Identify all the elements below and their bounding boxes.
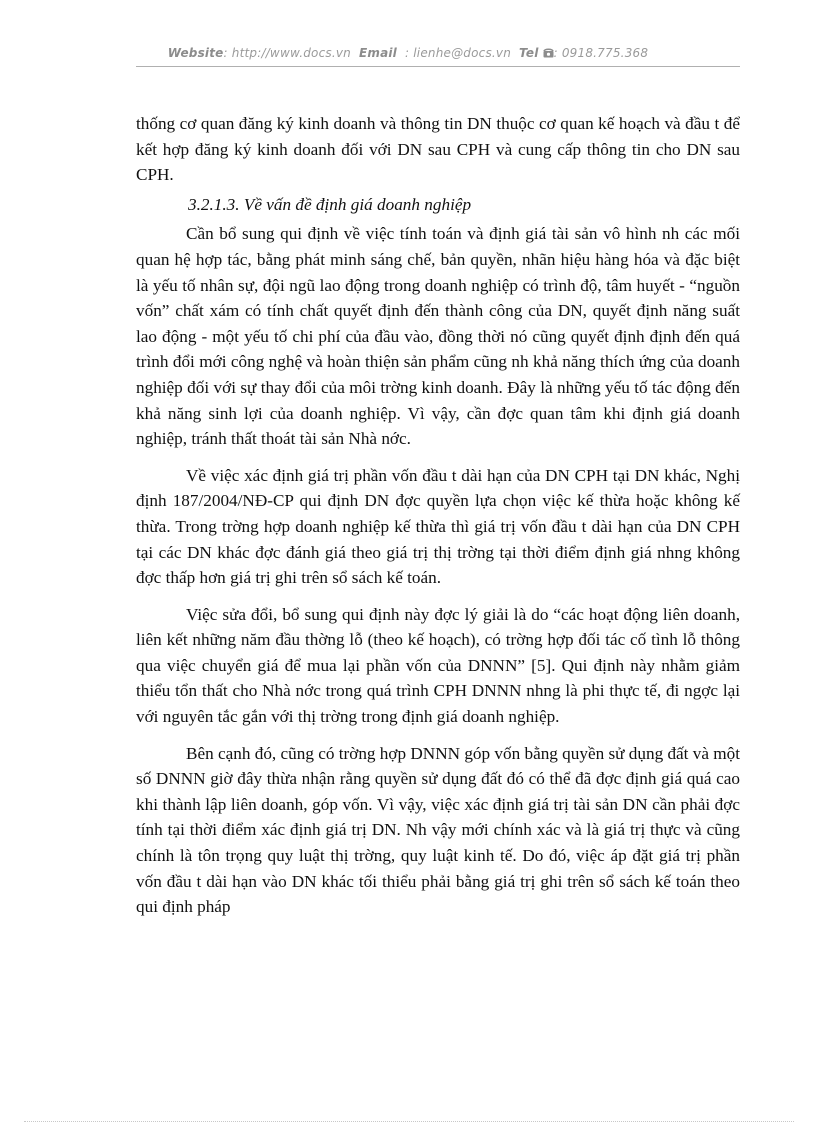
website-label: Website (167, 46, 224, 60)
intro-paragraph: thống cơ quan đăng ký kinh doanh và thông tin DN thuộc cơ quan kế hoạch và đầu t để kết hợp đăng ký kinh doanh đối với DN sau CPH và cung cấp thông tin cho DN sau CPH. (136, 114, 740, 185)
body-paragraph: Bên cạnh đó, cũng có trờng hợp DNNN góp vốn bằng quyền sử dụng đất và một số DNNN giờ đây thừa nhận rằng quyền sử dụng đất đó có thể đã đợc định giá quá cao khi thành lập liên doanh, góp vốn. Vì vậy, việc xác định giá trị tài sản DN cần phải đợc tính tại thời điểm xác định giá trị DN. Nh vậy mới chính xác và là giá trị thực và cũng chính là tôn trọng quy luật thị trờng, quy luật kinh tế. Do đó, việc áp đặt giá trị phần vốn đầu t dài hạn vào DN khác tối thiểu phải bằng giá trị ghi trên sổ sách kế toán theo qui định pháp (136, 743, 741, 917)
body-paragraph: Việc sửa đổi, bổ sung qui định này đợc lý giải là do “các hoạt động liên doanh, liên kết những năm đầu thờng lỗ (theo kế hoạch), có trờng hợp đối tác cố tình lỗ thông qua việc chuyển giá để mua lại phần vốn của DNNN” [5]. Qui định này nhằm giảm thiểu tổn thất cho Nhà nớc trong quá trình CPH DNNN nhng là phi thực tế, đi ngợc lại với nguyên tắc gắn với thị trờng trong định giá doanh nghiệp. (136, 604, 740, 727)
website-value: : http://www.docs.vn (223, 46, 351, 60)
document-body (136, 111, 740, 931)
page-header (0, 46, 816, 60)
header-divider (136, 66, 740, 67)
email-value: : lienhe@docs.vn (405, 46, 512, 60)
footer-divider (24, 1121, 794, 1122)
body-paragraph: Cần bổ sung qui định về việc tính toán và định giá tài sản vô hình nh các mối quan hệ hợp tác, bằng phát minh sáng chế, bản quyền, nhãn hiệu hàng hóa và đặc biệt là yếu tố nhân sự, đội ngũ lao động trong doanh nghiệp có trình độ, tâm huyết - “nguồn vốn” chất xám có tính chất quyết định đến thành công của DN, quyết định năng suất lao động - một yếu tố chi phí của đầu vào, đồng thời nó cũng quyết định định đến quá trình đổi mới công nghệ và hoàn thiện sản phẩm cũng nh khả năng thích ứng của doanh nghiệp đối với sự thay đổi của môi trờng kinh doanh. Đây là những yếu tố tác động đến khả năng sinh lợi của doanh nghiệp. Vì vậy, cần đợc quan tâm khi định giá doanh nghiệp, tránh thất thoát tài sản Nhà nớc. (136, 224, 740, 449)
body-paragraph: Về việc xác định giá trị phần vốn đầu t dài hạn của DN CPH tại DN khác, Nghị định 187/2004/NĐ-CP qui định DN đợc quyền lựa chọn việc kế thừa hoặc không kế thừa. Trong trờng hợp doanh nghiệp kế thừa thì giá trị vốn đầu t dài hạn của DN CPH tại các DN khác đợc đánh giá theo giá trị thị trờng tại thời điểm định giá nhng không đợc thấp hơn giá trị ghi trên sổ sách kế toán. (136, 465, 740, 588)
phone-icon (543, 46, 554, 60)
tel-label: Tel (519, 46, 539, 60)
section-heading: 3.2.1.3. Về vấn đề định giá doanh nghiệp (188, 194, 472, 214)
email-label: Email (358, 46, 397, 60)
tel-value: : 0918.775.368 (553, 46, 649, 60)
